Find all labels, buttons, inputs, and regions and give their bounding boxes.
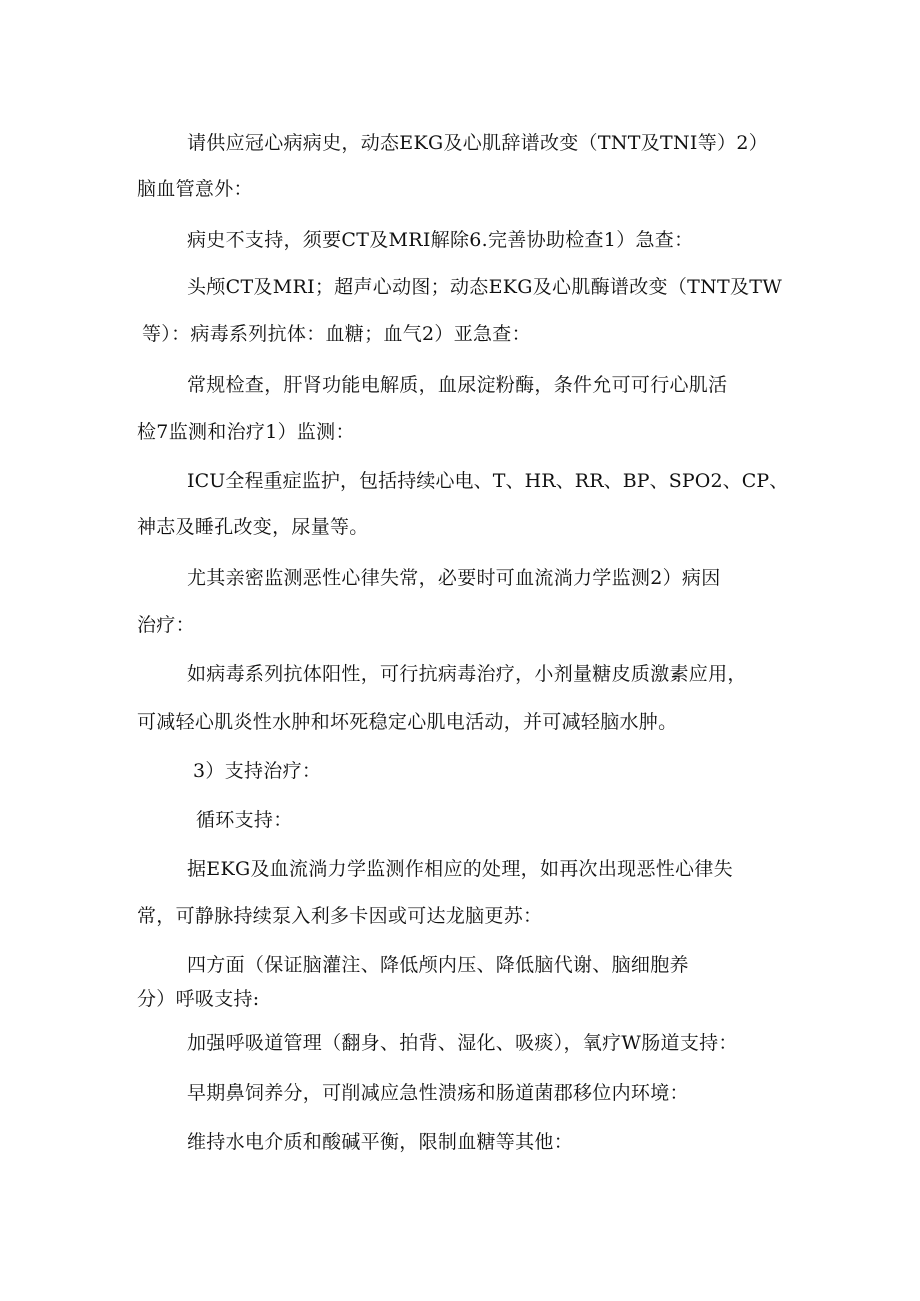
paragraph-line: 如病毒系列抗体阳性，可行抗病毒治疗，小剂量糖皮质激素应用， bbox=[187, 663, 747, 685]
paragraph-line: ICU全程重症监护，包括持续心电、T、HR、RR、BP、SPO2、CP、 bbox=[187, 470, 789, 492]
paragraph-line: 等）：病毒系列抗体：血糖；血气2）亚急查： bbox=[142, 323, 531, 345]
paragraph-line: 循环支持： bbox=[196, 809, 293, 831]
paragraph-line: 早期鼻饲养分，可削减应急性溃疡和肠道菌郡移位内环境： bbox=[187, 1082, 689, 1104]
paragraph-line: 分）呼吸支持: bbox=[137, 988, 260, 1010]
paragraph-line: 病史不支持，须要CT及MRI解除6.完善协助检查1）急查： bbox=[187, 229, 694, 251]
paragraph-line: 四方面（保证脑灌注、降低颅内压、降低脑代谢、脑细胞养 bbox=[187, 954, 689, 976]
paragraph-line: 检7监测和治疗1）监测： bbox=[137, 421, 355, 443]
paragraph-line: 3）支持治疗： bbox=[193, 760, 322, 782]
paragraph-line: 维持水电介质和酸碱平衡，限制血糖等其他： bbox=[187, 1131, 574, 1153]
paragraph-line: 脑血管意外： bbox=[137, 178, 253, 200]
paragraph-line: 加强呼吸道管理（翻身、拍背、湿化、吸痰），氧疗W肠道支持： bbox=[187, 1032, 738, 1054]
paragraph-line: 常，可静脉持续泵入利多卡因或可达龙脑更苏： bbox=[137, 905, 543, 927]
paragraph-line: 治疗： bbox=[137, 614, 195, 636]
paragraph-line: 尤其亲密监测恶性心律失常，必要时可血流淌力学监测2）病因 bbox=[187, 567, 721, 589]
paragraph-line: 请供应冠心病病史，动态EKG及心肌辞谱改变（TNT及TNI等）2） bbox=[187, 132, 769, 154]
paragraph-line: 可减轻心肌炎性水肿和坏死稳定心肌电活动，并可减轻脑水肿。 bbox=[137, 711, 678, 733]
paragraph-line: 神志及睡孔改变，尿量等。 bbox=[137, 516, 369, 538]
paragraph-line: 据EKG及血流淌力学监测作相应的处理，如再次出现恶性心律失 bbox=[187, 858, 733, 880]
paragraph-line: 常规检查，肝肾功能电解质，血尿淀粉酶，条件允可可行心肌活 bbox=[187, 374, 728, 396]
paragraph-line: 头颅CT及MRI；超声心动图；动态EKG及心肌酶谱改变（TNT及TW bbox=[187, 276, 783, 298]
